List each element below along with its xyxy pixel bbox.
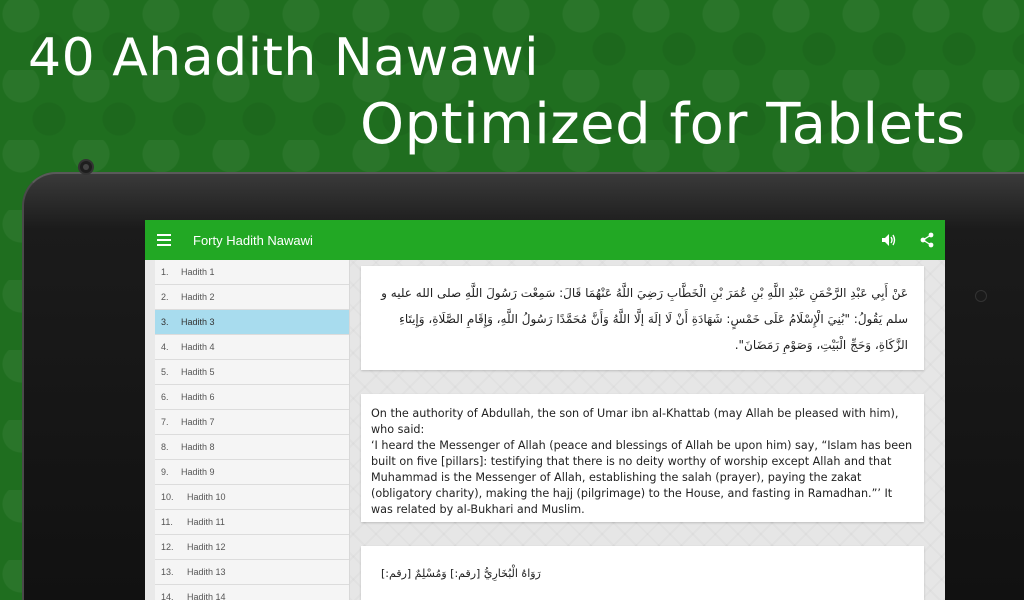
arabic-text-card — [361, 266, 924, 370]
share-icon[interactable] — [917, 230, 937, 250]
list-item-number: 8. — [161, 442, 169, 452]
list-item-number: 14. — [161, 592, 174, 600]
list-item-number: 1. — [161, 267, 169, 277]
list-item-number: 5. — [161, 367, 169, 377]
reference-text: رَوَاهُ الْبُخَارِيُّ [رقم:] وَمُسْلِمٌ [رقم:] — [381, 567, 541, 580]
tablet-sensor — [975, 290, 987, 302]
list-item-label: Hadith 2 — [181, 292, 215, 302]
list-item[interactable] — [155, 510, 349, 535]
tablet-camera — [78, 159, 94, 175]
speaker-icon[interactable] — [879, 230, 899, 250]
list-item-label: Hadith 3 — [181, 317, 215, 327]
arabic-hadith-text: عَنْ أَبِي عَبْدِ الرَّحْمَنِ عَبْدِ اللَّهِ بْنِ عُمَرَ بْنِ الْخَطَّابِ رَضِيَ اللَّهُ عَنْهُمَا قَالَ: سَمِعْت رَسُولَ اللَّهِ صلى الله عليه و سلم يَقُولُ: "بُنِيَ الْإِسْلَامُ عَلَى خَمْسٍ: شَهَادَةِ أَنْ لَا إلَهَ إلَّا اللَّهُ وَأَنَّ مُحَمَّدًا رَسُولُ اللَّهِ، وَإِقَامِ الصَّلَاةِ، وَإِيتَاءِ الزَّكَاةِ، وَحَجِّ الْبَيْتِ، وَصَوْمِ رَمَضَانَ". — [381, 286, 908, 352]
english-translation-text: On the authority of Abdullah, the son of Umar ibn al-Khattab (may Allah be pleased with him), who said: ‘I heard the Messenger of Allah (peace and blessings of Allah be upon him) say, “Islam has been built on five [pillars]: testifying that there is no deity worthy of worship except Allah and that Muhammad is the Messenger of Allah, establishing the salah (prayer), paying the zakat (obligatory charity), making the hajj (pilgrimage) to the House, and fasting in Ramadhan.”’ It was related by al-Bukhari and Muslim. — [371, 407, 913, 516]
list-item[interactable] — [155, 410, 349, 435]
list-item-number: 2. — [161, 292, 169, 302]
app-title: Forty Hadith Nawawi — [193, 232, 313, 248]
list-item-number: 7. — [161, 417, 169, 427]
list-item[interactable] — [155, 485, 349, 510]
list-item-label: Hadith 10 — [187, 492, 226, 502]
list-item-number: 10. — [161, 492, 174, 502]
app-bar — [145, 220, 945, 260]
list-item-label: Hadith 13 — [187, 567, 226, 577]
list-item[interactable] — [155, 385, 349, 410]
list-item-label: Hadith 7 — [181, 417, 215, 427]
list-item[interactable] — [155, 535, 349, 560]
list-item-label: Hadith 5 — [181, 367, 215, 377]
list-item-label: Hadith 4 — [181, 342, 215, 352]
reference-card — [361, 546, 924, 600]
list-item-number: 3. — [161, 317, 169, 327]
list-item[interactable] — [155, 310, 349, 335]
list-item-label: Hadith 1 — [181, 267, 215, 277]
list-item[interactable] — [155, 560, 349, 585]
hadith-content — [350, 260, 945, 600]
promo-headline-line1: 40 Ahadith Nawawi — [28, 28, 540, 88]
list-item[interactable] — [155, 460, 349, 485]
list-item-label: Hadith 11 — [187, 517, 225, 527]
list-item-number: 13. — [161, 567, 174, 577]
list-item[interactable] — [155, 335, 349, 360]
hadith-list — [155, 260, 350, 600]
list-item[interactable] — [155, 360, 349, 385]
promo-headline-line2: Optimized for Tablets — [360, 92, 966, 157]
list-item-label: Hadith 6 — [181, 392, 215, 402]
list-item-number: 6. — [161, 392, 169, 402]
menu-icon[interactable] — [157, 234, 171, 246]
list-item-label: Hadith 12 — [187, 542, 226, 552]
list-item[interactable] — [155, 260, 349, 285]
list-item-label: Hadith 9 — [181, 467, 215, 477]
list-item-number: 9. — [161, 467, 169, 477]
list-item-number: 4. — [161, 342, 169, 352]
app-screen — [145, 220, 945, 600]
list-item[interactable] — [155, 585, 349, 600]
list-item[interactable] — [155, 435, 349, 460]
list-item-number: 11. — [161, 517, 173, 527]
english-translation-card — [361, 394, 924, 522]
app-bar-actions — [879, 230, 937, 250]
list-item-label: Hadith 8 — [181, 442, 215, 452]
list-item-number: 12. — [161, 542, 174, 552]
list-item[interactable] — [155, 285, 349, 310]
list-item-label: Hadith 14 — [187, 592, 226, 600]
